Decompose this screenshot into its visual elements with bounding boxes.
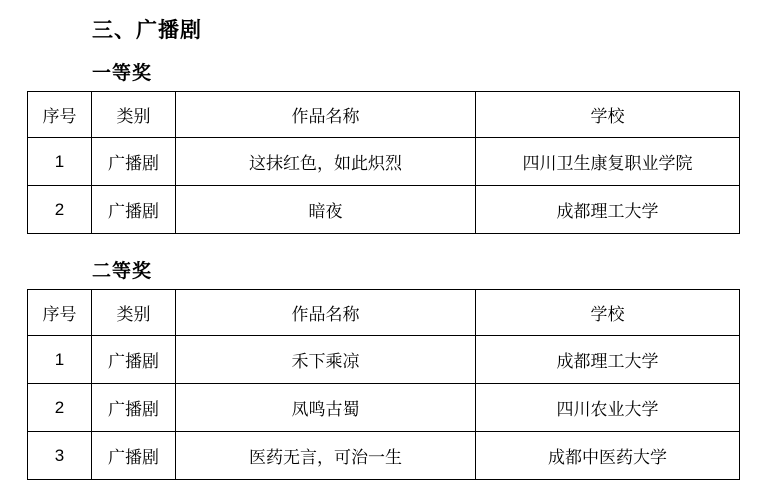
cell-category: 广播剧 — [92, 432, 176, 480]
cell-work-title: 暗夜 — [176, 186, 476, 234]
column-header-category: 类别 — [92, 290, 176, 336]
award-level-second-prize: 二等奖 — [92, 261, 153, 282]
cell-school: 四川卫生康复职业学院 — [476, 138, 740, 186]
cell-category: 广播剧 — [92, 186, 176, 234]
cell-work-title: 凤鸣古蜀 — [176, 384, 476, 432]
cell-work-title: 医药无言，可治一生 — [176, 432, 476, 480]
cell-work-title: 这抹红色，如此炽烈 — [176, 138, 476, 186]
cell-school: 成都中医药大学 — [476, 432, 740, 480]
column-header-index: 序号 — [28, 92, 92, 138]
table-header-row — [28, 92, 740, 138]
column-header-category: 类别 — [92, 92, 176, 138]
first-prize-table — [27, 91, 740, 234]
cell-work-title: 禾下乘凉 — [176, 336, 476, 384]
table-row — [28, 432, 740, 480]
column-header-school: 学校 — [476, 290, 740, 336]
second-prize-table — [27, 289, 740, 480]
column-header-work-title: 作品名称 — [176, 290, 476, 336]
cell-school: 四川农业大学 — [476, 384, 740, 432]
cell-index: 3 — [28, 432, 92, 480]
table-row — [28, 186, 740, 234]
award-level-first-prize: 一等奖 — [92, 63, 153, 84]
table-row — [28, 138, 740, 186]
column-header-work-title: 作品名称 — [176, 92, 476, 138]
cell-index: 2 — [28, 186, 92, 234]
cell-category: 广播剧 — [92, 336, 176, 384]
cell-index: 1 — [28, 336, 92, 384]
cell-school: 成都理工大学 — [476, 186, 740, 234]
cell-index: 2 — [28, 384, 92, 432]
cell-school: 成都理工大学 — [476, 336, 740, 384]
table-row — [28, 336, 740, 384]
cell-index: 1 — [28, 138, 92, 186]
cell-category: 广播剧 — [92, 138, 176, 186]
page-title: 三、广播剧 — [92, 19, 202, 42]
table-header-row — [28, 290, 740, 336]
column-header-index: 序号 — [28, 290, 92, 336]
cell-category: 广播剧 — [92, 384, 176, 432]
table-row — [28, 384, 740, 432]
column-header-school: 学校 — [476, 92, 740, 138]
